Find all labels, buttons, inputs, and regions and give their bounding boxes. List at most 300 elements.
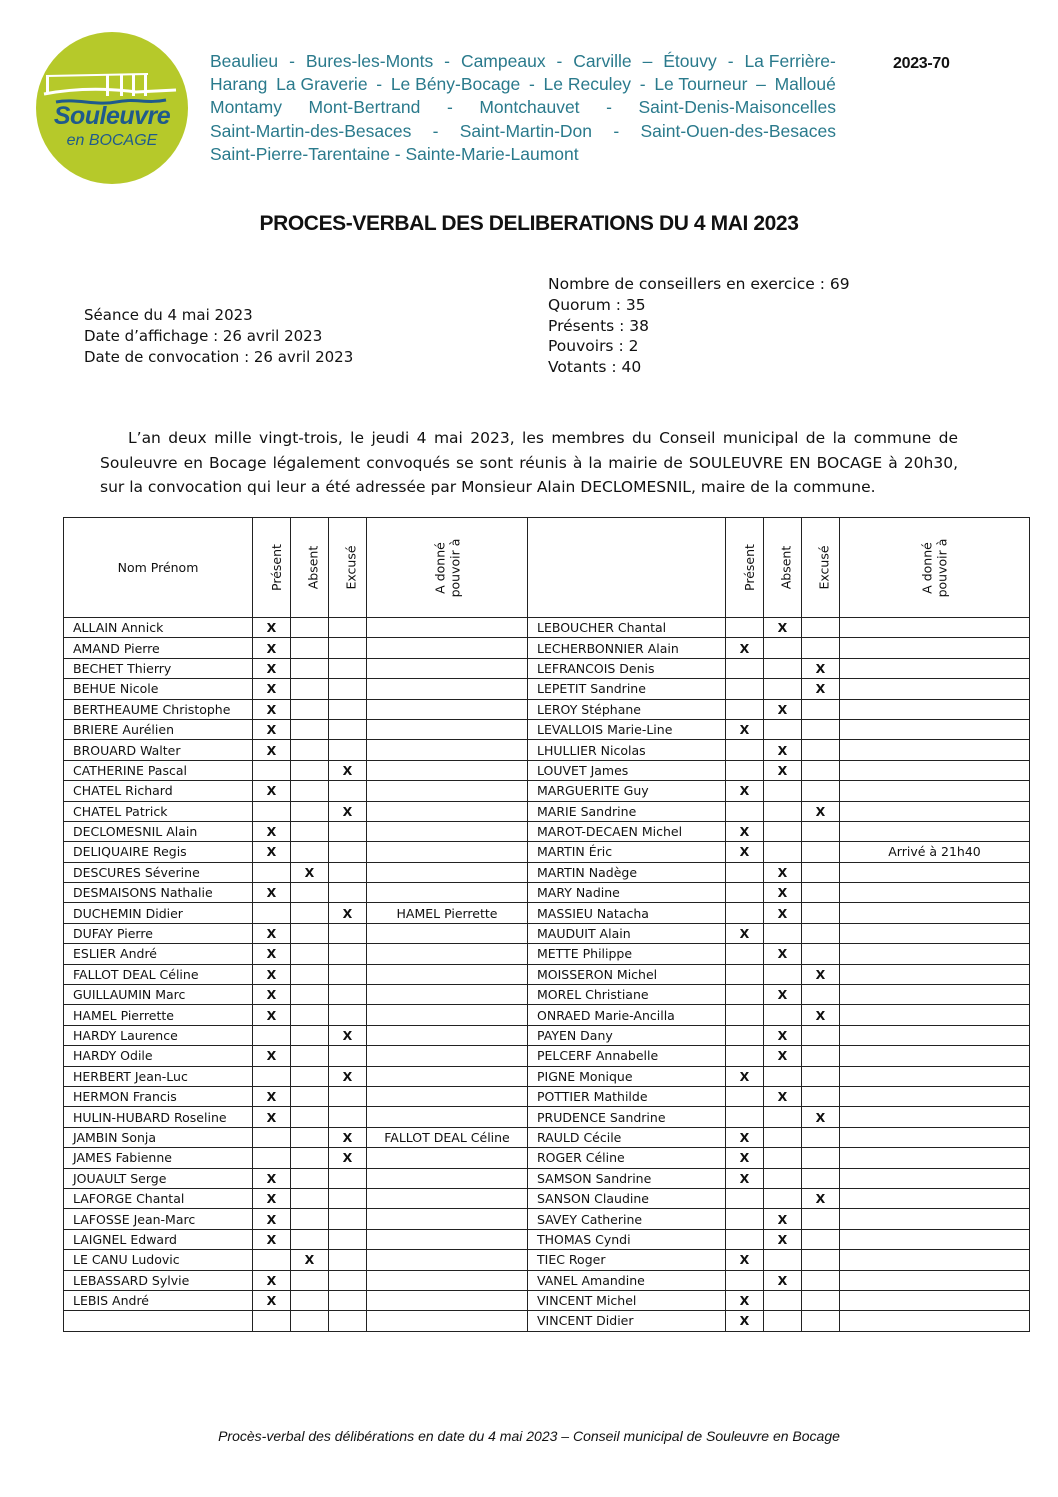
- excuse-mark: [329, 1168, 367, 1188]
- excuse-mark: [802, 821, 840, 841]
- excuse-mark: [329, 699, 367, 719]
- present-mark: X: [253, 1209, 291, 1229]
- present-mark: [253, 903, 291, 923]
- absent-mark: [291, 1290, 329, 1310]
- table-row: [64, 964, 1030, 984]
- absent-mark: [291, 618, 329, 638]
- absent-mark: [291, 1229, 329, 1249]
- member-name: MAROT-DECAEN Michel: [528, 821, 726, 841]
- proxy-name: [367, 862, 528, 882]
- present-mark: X: [253, 1107, 291, 1127]
- member-name: LHULLIER Nicolas: [528, 740, 726, 760]
- present-mark: [726, 883, 764, 903]
- table-row: [64, 1005, 1030, 1025]
- note: [840, 699, 1030, 719]
- table-row: [64, 1168, 1030, 1188]
- note: [840, 618, 1030, 638]
- proxy-name: [367, 883, 528, 903]
- absent-mark: [291, 679, 329, 699]
- table-row: [64, 658, 1030, 678]
- member-name: LEBIS André: [64, 1290, 253, 1310]
- member-name: POTTIER Mathilde: [528, 1086, 726, 1106]
- commune-token: -: [606, 97, 612, 118]
- present-mark: X: [726, 923, 764, 943]
- present-mark: [726, 699, 764, 719]
- commune-token: Le Bény-Bocage: [390, 74, 521, 95]
- present-mark: [726, 903, 764, 923]
- present-mark: X: [726, 638, 764, 658]
- excuse-mark: [329, 1107, 367, 1127]
- communes-line: [210, 143, 836, 166]
- proxy-name: [367, 842, 528, 862]
- absent-mark: X: [764, 699, 802, 719]
- excuse-mark: X: [802, 964, 840, 984]
- excuse-mark: [329, 923, 367, 943]
- present-mark: X: [253, 638, 291, 658]
- present-mark: X: [253, 842, 291, 862]
- absent-mark: [291, 903, 329, 923]
- note: [840, 1046, 1030, 1066]
- absent-mark: [764, 923, 802, 943]
- absent-mark: [291, 1311, 329, 1331]
- present-mark: X: [726, 781, 764, 801]
- excuse-mark: [329, 964, 367, 984]
- member-name: BEHUE Nicole: [64, 679, 253, 699]
- member-name: HULIN-HUBARD Roseline: [64, 1107, 253, 1127]
- note: [840, 985, 1030, 1005]
- note: [840, 740, 1030, 760]
- commune-token: -: [613, 120, 620, 141]
- table-row: [64, 1209, 1030, 1229]
- present-mark: X: [253, 1229, 291, 1249]
- excuse-mark: [802, 1209, 840, 1229]
- present-mark: [253, 862, 291, 882]
- member-name: MOREL Christiane: [528, 985, 726, 1005]
- note: [840, 719, 1030, 739]
- absent-mark: [764, 842, 802, 862]
- table-row: [64, 781, 1030, 801]
- excuse-mark: [802, 1168, 840, 1188]
- absent-mark: [291, 1270, 329, 1290]
- present-mark: X: [253, 944, 291, 964]
- excuse-mark: [802, 944, 840, 964]
- present-mark: X: [253, 883, 291, 903]
- present-mark: [726, 944, 764, 964]
- table-row: [64, 923, 1030, 943]
- note: [840, 1066, 1030, 1086]
- excuse-mark: [329, 1046, 367, 1066]
- member-name: LE CANU Ludovic: [64, 1250, 253, 1270]
- excuse-mark: [329, 1188, 367, 1208]
- proxy-name: [367, 1311, 528, 1331]
- count-conseillers: Nombre de conseillers en exercice : 69: [548, 275, 850, 293]
- note: [840, 883, 1030, 903]
- note: [840, 1127, 1030, 1147]
- excuse-mark: [802, 1066, 840, 1086]
- proxy-name: [367, 801, 528, 821]
- proxy-name: FALLOT DEAL Céline: [367, 1127, 528, 1147]
- absent-mark: X: [764, 1209, 802, 1229]
- present-mark: [253, 801, 291, 821]
- note: [840, 801, 1030, 821]
- present-mark: X: [253, 923, 291, 943]
- member-name: HERBERT Jean-Luc: [64, 1066, 253, 1086]
- table-row: [64, 1086, 1030, 1106]
- excuse-mark: [329, 781, 367, 801]
- member-name: JAMES Fabienne: [64, 1148, 253, 1168]
- absent-mark: [764, 1188, 802, 1208]
- count-quorum: Quorum : 35: [548, 295, 646, 314]
- table-row: [64, 1066, 1030, 1086]
- header-absent-right: Absent: [764, 518, 802, 618]
- excuse-mark: [329, 1250, 367, 1270]
- page-title: PROCES-VERBAL DES DELIBERATIONS DU 4 MAI 2023: [259, 212, 799, 235]
- member-name: BROUARD Walter: [64, 740, 253, 760]
- excuse-mark: X: [329, 1127, 367, 1147]
- member-name: LOUVET James: [528, 760, 726, 780]
- present-mark: [726, 862, 764, 882]
- commune-token: Malloué: [774, 74, 836, 95]
- member-name: LAIGNEL Edward: [64, 1229, 253, 1249]
- member-name: THOMAS Cyndi: [528, 1229, 726, 1249]
- proxy-name: [367, 821, 528, 841]
- header-pouvoir-right: A donné pouvoir à: [840, 518, 1030, 618]
- souleuvre-logo: [36, 32, 188, 184]
- proxy-name: [367, 760, 528, 780]
- absent-mark: [291, 1168, 329, 1188]
- present-mark: X: [726, 821, 764, 841]
- count-pouvoirs: Pouvoirs : 2: [548, 337, 639, 356]
- member-name: ONRAED Marie-Ancilla: [528, 1005, 726, 1025]
- note: [840, 1209, 1030, 1229]
- absent-mark: [291, 1066, 329, 1086]
- page-footer: Procès-verbal des délibérations en date du 4 mai 2023 – Conseil municipal de Souleuvre en Bocage: [218, 1428, 840, 1444]
- present-mark: [726, 801, 764, 821]
- commune-token: Beaulieu: [210, 51, 279, 71]
- member-name: ALLAIN Annick: [64, 618, 253, 638]
- member-name: VINCENT Michel: [528, 1290, 726, 1310]
- communes-line: [210, 96, 836, 119]
- excuse-mark: [802, 1148, 840, 1168]
- proxy-name: [367, 1086, 528, 1106]
- excuse-mark: [329, 1209, 367, 1229]
- member-name: HARDY Odile: [64, 1046, 253, 1066]
- excuse-mark: X: [329, 1025, 367, 1045]
- proxy-name: [367, 781, 528, 801]
- member-name: VINCENT Didier: [528, 1311, 726, 1331]
- excuse-mark: X: [329, 1066, 367, 1086]
- absent-mark: [291, 883, 329, 903]
- proxy-name: [367, 944, 528, 964]
- table-row: [64, 638, 1030, 658]
- absent-mark: X: [764, 618, 802, 638]
- absent-mark: [764, 781, 802, 801]
- header-name: Nom Prénom: [64, 518, 253, 618]
- table-row: [64, 821, 1030, 841]
- communes-list: [210, 50, 836, 166]
- count-presents: Présents : 38: [548, 316, 650, 335]
- absent-mark: X: [764, 903, 802, 923]
- member-name: MARY Nadine: [528, 883, 726, 903]
- excuse-mark: [329, 862, 367, 882]
- member-name: METTE Philippe: [528, 944, 726, 964]
- header-excuse-right: Excusé: [802, 518, 840, 618]
- proxy-name: [367, 1290, 528, 1310]
- commune-token: Bures-les-Monts: [305, 51, 434, 71]
- absent-mark: [291, 923, 329, 943]
- proxy-name: [367, 638, 528, 658]
- excuse-mark: [329, 1086, 367, 1106]
- header-excuse: Excusé: [329, 518, 367, 618]
- proxy-name: [367, 1066, 528, 1086]
- member-name: DESMAISONS Nathalie: [64, 883, 253, 903]
- communes-line: [210, 120, 836, 143]
- proxy-name: [367, 699, 528, 719]
- absent-mark: [291, 658, 329, 678]
- present-mark: X: [253, 1086, 291, 1106]
- note: [840, 1188, 1030, 1208]
- absent-mark: [764, 1005, 802, 1025]
- member-name: LEFRANCOIS Denis: [528, 658, 726, 678]
- proxy-name: [367, 1107, 528, 1127]
- note: [840, 964, 1030, 984]
- present-mark: [726, 760, 764, 780]
- excuse-mark: [802, 1086, 840, 1106]
- commune-token: -: [556, 51, 563, 71]
- absent-mark: [764, 964, 802, 984]
- table-row: [64, 1290, 1030, 1310]
- absent-mark: [291, 740, 329, 760]
- present-mark: X: [726, 1066, 764, 1086]
- present-mark: [253, 1127, 291, 1147]
- absent-mark: X: [764, 1270, 802, 1290]
- excuse-mark: [802, 760, 840, 780]
- seance-info: [84, 305, 353, 368]
- absent-mark: [764, 719, 802, 739]
- member-name: SAVEY Catherine: [528, 1209, 726, 1229]
- member-name: JAMBIN Sonja: [64, 1127, 253, 1147]
- absent-mark: [764, 638, 802, 658]
- proxy-name: [367, 1025, 528, 1045]
- note: [840, 679, 1030, 699]
- excuse-mark: X: [802, 1188, 840, 1208]
- absent-mark: [291, 781, 329, 801]
- table-row: [64, 862, 1030, 882]
- table-row: [64, 760, 1030, 780]
- excuse-mark: [329, 1229, 367, 1249]
- excuse-mark: X: [329, 801, 367, 821]
- member-name: HERMON Francis: [64, 1086, 253, 1106]
- absent-mark: [291, 801, 329, 821]
- table-row: [64, 1127, 1030, 1147]
- table-row: [64, 1025, 1030, 1045]
- absent-mark: X: [764, 944, 802, 964]
- attendance-table: [63, 517, 1030, 1332]
- proxy-name: [367, 1005, 528, 1025]
- member-name: ROGER Céline: [528, 1148, 726, 1168]
- present-mark: X: [726, 1127, 764, 1147]
- proxy-name: [367, 658, 528, 678]
- present-mark: [253, 760, 291, 780]
- member-name: GUILLAUMIN Marc: [64, 985, 253, 1005]
- absent-mark: [291, 1086, 329, 1106]
- absent-mark: [291, 985, 329, 1005]
- date-convocation: Date de convocation : 26 avril 2023: [84, 348, 354, 366]
- excuse-mark: [329, 679, 367, 699]
- absent-mark: X: [764, 1229, 802, 1249]
- member-name: SAMSON Sandrine: [528, 1168, 726, 1188]
- excuse-mark: [329, 985, 367, 1005]
- present-mark: [726, 1107, 764, 1127]
- absent-mark: X: [764, 740, 802, 760]
- logo-line-1: Souleuvre: [53, 102, 171, 130]
- present-mark: X: [253, 1270, 291, 1290]
- table-row: [64, 1046, 1030, 1066]
- header-present: Présent: [253, 518, 291, 618]
- excuse-mark: [802, 985, 840, 1005]
- present-mark: X: [253, 1168, 291, 1188]
- excuse-mark: X: [329, 903, 367, 923]
- table-row: [64, 842, 1030, 862]
- excuse-mark: [802, 903, 840, 923]
- member-name: SANSON Claudine: [528, 1188, 726, 1208]
- commune-token: La Graverie: [276, 74, 368, 95]
- absent-mark: X: [764, 1086, 802, 1106]
- table-row: [64, 985, 1030, 1005]
- excuse-mark: [802, 1025, 840, 1045]
- note: [840, 903, 1030, 923]
- note: [840, 1168, 1030, 1188]
- excuse-mark: [802, 1290, 840, 1310]
- note: [840, 1086, 1030, 1106]
- present-mark: X: [726, 1168, 764, 1188]
- absent-mark: X: [291, 862, 329, 882]
- intro-paragraph: L’an deux mille vingt-trois, le jeudi 4 mai 2023, les membres du Conseil municipal de la commune de Souleuvre en Bocage légalement convoqués se sont réunis à la mairie de SOULEUVRE EN BOCAGE à 20h30, sur la convocation qui leur a été adressée par Monsieur Alain DECLOMESNIL, maire de la commune.: [100, 429, 958, 496]
- note: [840, 923, 1030, 943]
- excuse-mark: X: [802, 1107, 840, 1127]
- present-mark: [726, 985, 764, 1005]
- excuse-mark: [329, 638, 367, 658]
- excuse-mark: [329, 883, 367, 903]
- present-mark: [726, 1270, 764, 1290]
- commune-token: -: [289, 51, 295, 71]
- proxy-name: [367, 1188, 528, 1208]
- excuse-mark: [802, 1229, 840, 1249]
- present-mark: X: [253, 719, 291, 739]
- commune-token: Campeaux: [460, 51, 546, 71]
- proxy-name: [367, 740, 528, 760]
- table-row: [64, 1311, 1030, 1331]
- member-name: CATHERINE Pascal: [64, 760, 253, 780]
- present-mark: X: [253, 1290, 291, 1310]
- absent-mark: [291, 1005, 329, 1025]
- document-number: 2023-70: [893, 55, 950, 72]
- member-name: [64, 1311, 253, 1331]
- member-name: AMAND Pierre: [64, 638, 253, 658]
- excuse-mark: X: [802, 801, 840, 821]
- present-mark: X: [253, 1046, 291, 1066]
- present-mark: [253, 1250, 291, 1270]
- note: [840, 781, 1030, 801]
- absent-mark: [764, 658, 802, 678]
- absent-mark: [764, 1127, 802, 1147]
- absent-mark: [291, 699, 329, 719]
- proxy-name: [367, 1209, 528, 1229]
- absent-mark: X: [764, 1046, 802, 1066]
- note: [840, 760, 1030, 780]
- absent-mark: [291, 719, 329, 739]
- absent-mark: [291, 1148, 329, 1168]
- excuse-mark: [329, 1270, 367, 1290]
- header-present-right: Présent: [726, 518, 764, 618]
- excuse-mark: [329, 618, 367, 638]
- header-name-right: [528, 518, 726, 618]
- council-counts: [548, 274, 850, 378]
- present-mark: X: [253, 618, 291, 638]
- table-row: [64, 903, 1030, 923]
- present-mark: [726, 1209, 764, 1229]
- absent-mark: [291, 1046, 329, 1066]
- proxy-name: [367, 923, 528, 943]
- excuse-mark: [329, 1005, 367, 1025]
- note: [840, 1290, 1030, 1310]
- member-name: DUFAY Pierre: [64, 923, 253, 943]
- present-mark: [726, 618, 764, 638]
- count-votants: Votants : 40: [548, 358, 642, 377]
- absent-mark: [764, 1066, 802, 1086]
- present-mark: X: [726, 1311, 764, 1331]
- absent-mark: [764, 1311, 802, 1331]
- absent-mark: [764, 1107, 802, 1127]
- excuse-mark: [802, 618, 840, 638]
- excuse-mark: [802, 719, 840, 739]
- member-name: HARDY Laurence: [64, 1025, 253, 1045]
- table-row: [64, 1107, 1030, 1127]
- excuse-mark: [802, 740, 840, 760]
- table-row: [64, 699, 1030, 719]
- member-name: FALLOT DEAL Céline: [64, 964, 253, 984]
- absent-mark: [764, 679, 802, 699]
- absent-mark: [764, 1148, 802, 1168]
- commune-token: -: [444, 51, 450, 71]
- excuse-mark: [802, 1311, 840, 1331]
- present-mark: [726, 679, 764, 699]
- excuse-mark: [329, 658, 367, 678]
- absent-mark: [291, 964, 329, 984]
- present-mark: [726, 740, 764, 760]
- member-name: VANEL Amandine: [528, 1270, 726, 1290]
- proxy-name: [367, 1270, 528, 1290]
- member-name: PELCERF Annabelle: [528, 1046, 726, 1066]
- proxy-name: [367, 1046, 528, 1066]
- member-name: TIEC Roger: [528, 1250, 726, 1270]
- member-name: LAFOSSE Jean-Marc: [64, 1209, 253, 1229]
- present-mark: X: [253, 658, 291, 678]
- present-mark: [253, 1066, 291, 1086]
- commune-token: -: [376, 74, 383, 95]
- excuse-mark: X: [802, 658, 840, 678]
- note: [840, 1270, 1030, 1290]
- excuse-mark: [329, 1311, 367, 1331]
- excuse-mark: [329, 1290, 367, 1310]
- commune-token: Saint-Martin-Don: [459, 120, 593, 141]
- table-row: [64, 1250, 1030, 1270]
- member-name: BECHET Thierry: [64, 658, 253, 678]
- proxy-name: [367, 1250, 528, 1270]
- present-mark: [726, 1229, 764, 1249]
- commune-token: -: [528, 74, 535, 95]
- table-row: [64, 883, 1030, 903]
